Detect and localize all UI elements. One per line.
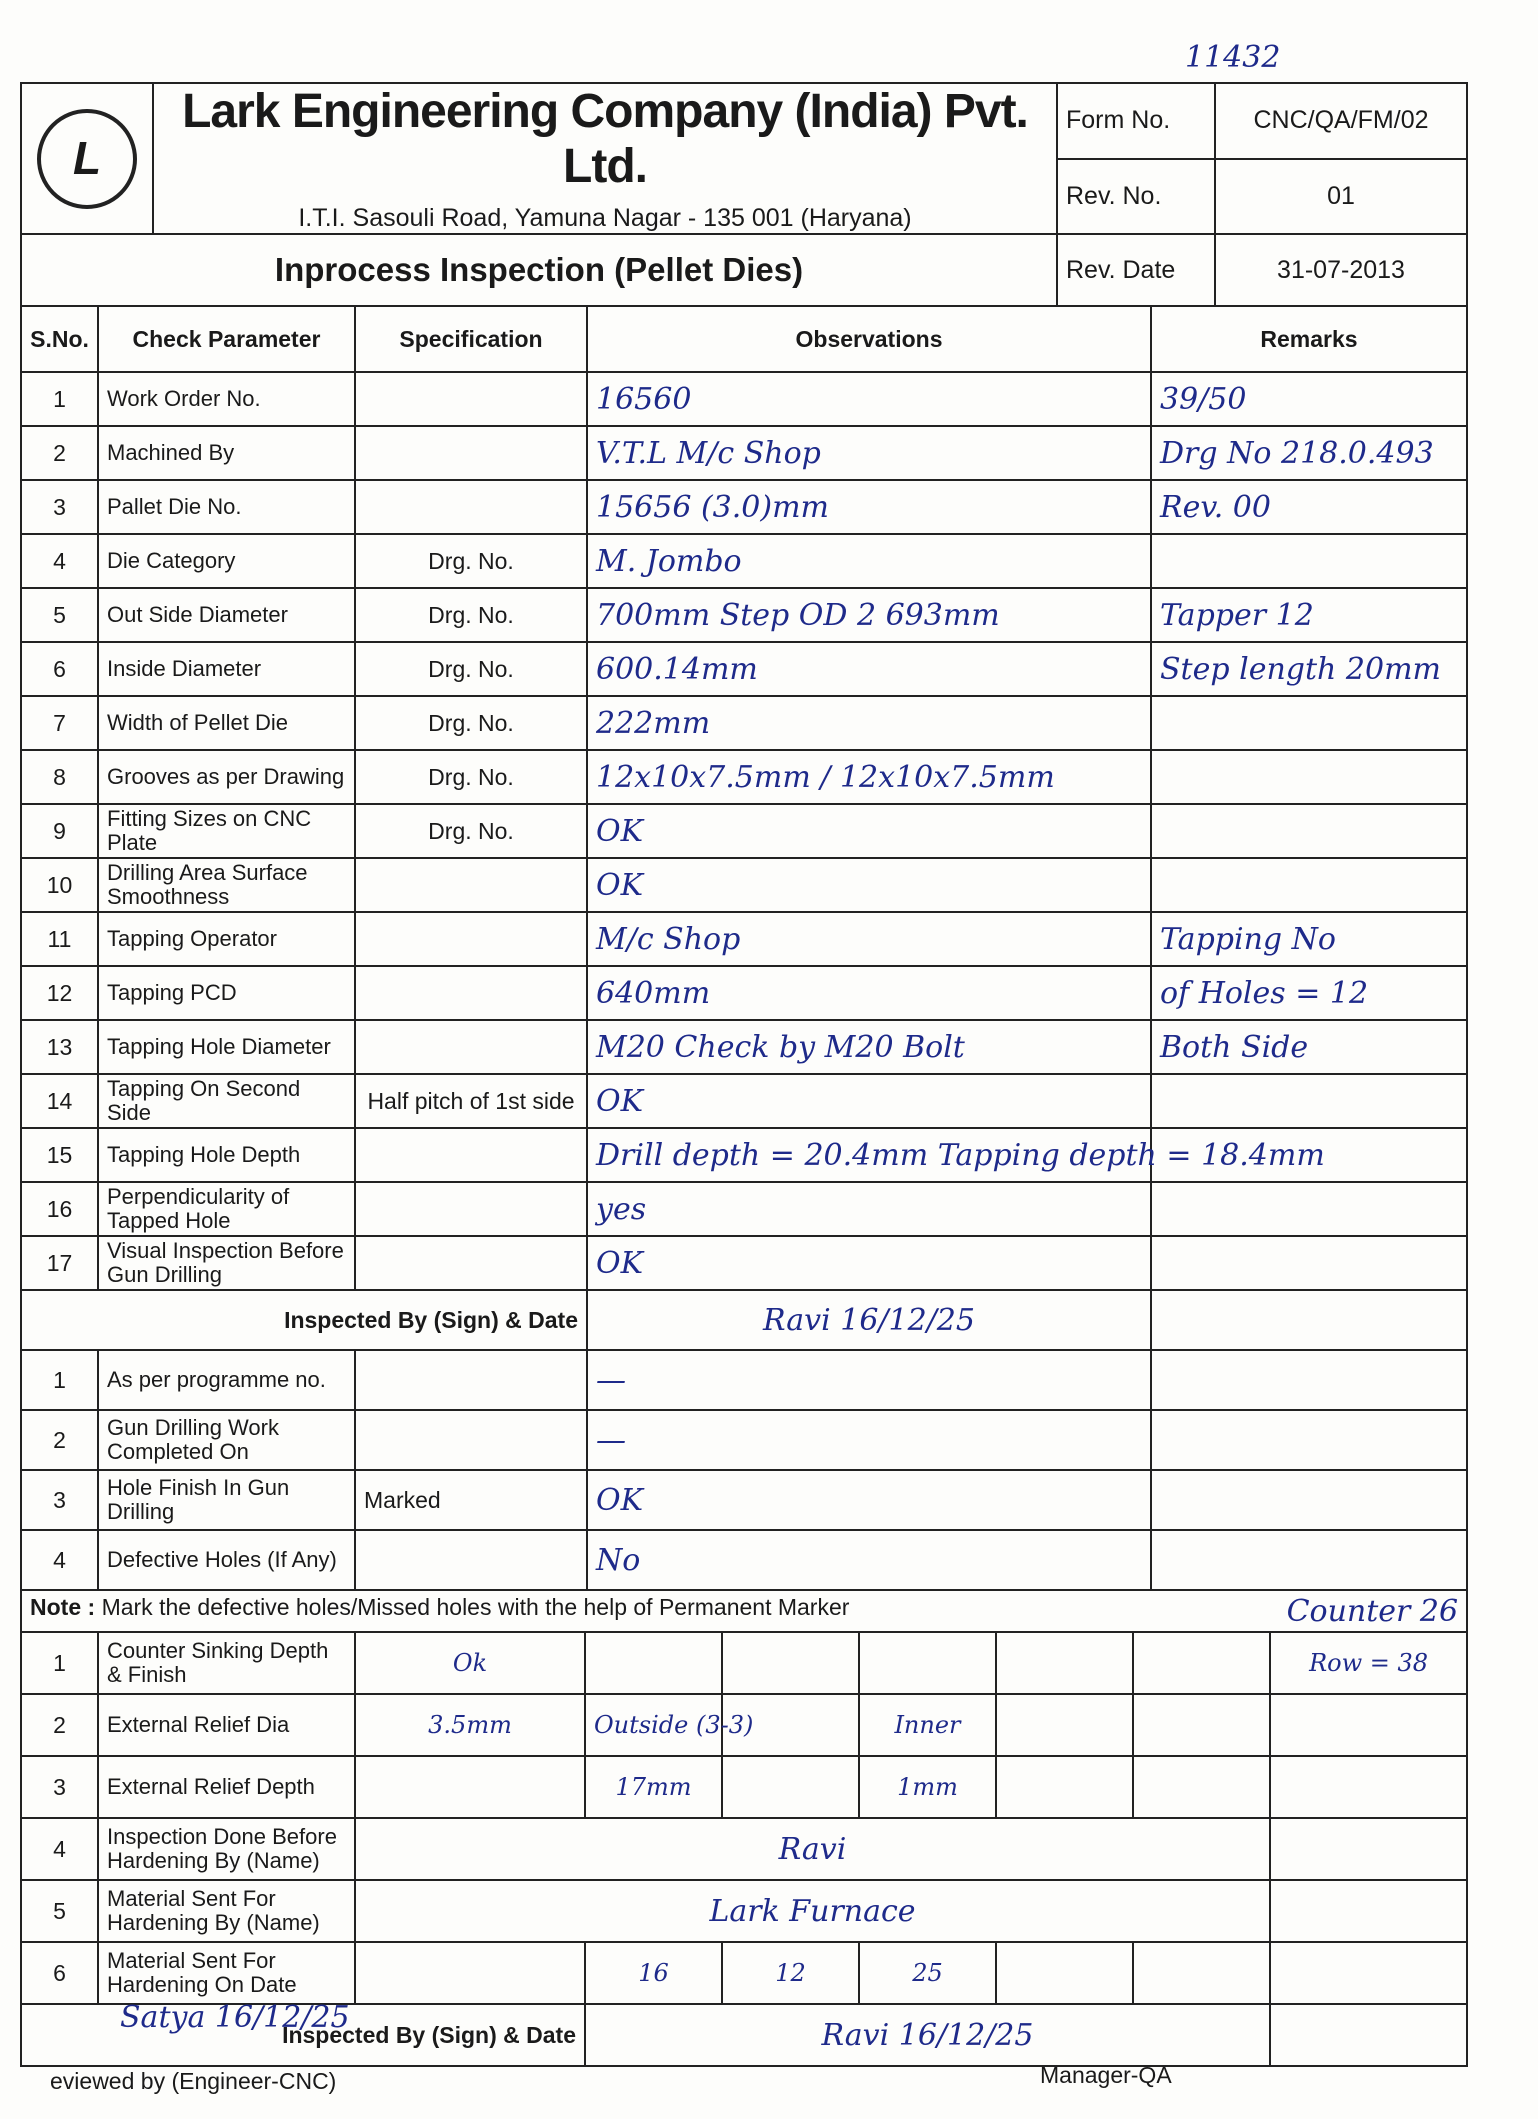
row-side-annotation: Row = 38 (1270, 1632, 1467, 1694)
row-specification (355, 1182, 587, 1236)
row-check-parameter: Inside Diameter (98, 642, 355, 696)
row-observation: 16560 (587, 372, 1151, 426)
form-no-label: Form No. (1057, 83, 1215, 159)
row-sno: 3 (21, 480, 98, 534)
row-sno: 9 (21, 804, 98, 858)
table-row (21, 1128, 1467, 1182)
row-value-cell (1133, 1942, 1270, 2004)
hardening-row (21, 1942, 1467, 2004)
rev-no-label: Rev. No. (1057, 159, 1215, 235)
reviewed-by-label: eviewed by (Engineer-CNC) (50, 2068, 337, 2094)
row-specification: Drg. No. (355, 588, 587, 642)
row-remarks (1151, 1074, 1467, 1128)
rev-date-label: Rev. Date (1057, 234, 1215, 306)
table-row (21, 1074, 1467, 1128)
row-check-parameter: As per programme no. (98, 1350, 355, 1410)
row-value-cell (1133, 1756, 1270, 1818)
row-remarks (1151, 1236, 1467, 1290)
hardening-row (21, 1756, 1467, 1818)
document-number: 11432 (1185, 40, 1281, 75)
row-sno: 3 (21, 1756, 98, 1818)
row-specification (355, 1236, 587, 1290)
inspected-by-signature: Ravi 16/12/25 (587, 1290, 1151, 1350)
table-row (21, 912, 1467, 966)
row-sno: 5 (21, 588, 98, 642)
row-value-cell (1270, 1942, 1467, 2004)
row-specification: Drg. No. (355, 750, 587, 804)
row-value-cell (1133, 1632, 1270, 1694)
row-sno: 11 (21, 912, 98, 966)
company-logo (21, 83, 153, 234)
row-check-parameter: Hole Finish In Gun Drilling (98, 1470, 355, 1530)
row-check-parameter: Defective Holes (If Any) (98, 1530, 355, 1590)
table-row (21, 588, 1467, 642)
row-value-cell (996, 1942, 1133, 2004)
table-row (21, 534, 1467, 588)
row-value-cell (1133, 1694, 1270, 1756)
row-specification: Half pitch of 1st side (355, 1074, 587, 1128)
row-check-parameter: Material Sent For Hardening On Date (98, 1942, 355, 2004)
row-value-cell: 25 (859, 1942, 996, 2004)
row-sno: 14 (21, 1074, 98, 1128)
row-observation: 600.14mm (587, 642, 1151, 696)
form-no-value: CNC/QA/FM/02 (1215, 83, 1467, 159)
row-sno: 17 (21, 1236, 98, 1290)
row-value-cell (996, 1632, 1133, 1694)
row-check-parameter: Out Side Diameter (98, 588, 355, 642)
note-text: Mark the defective holes/Missed holes with the help of Permanent Marker (101, 1593, 850, 1620)
row-sno: 6 (21, 1942, 98, 2004)
col-specification: Specification (355, 306, 587, 372)
row-value-cell (996, 1694, 1133, 1756)
row-value-cell (585, 1632, 722, 1694)
row-sno: 4 (21, 1818, 98, 1880)
row-sno: 1 (21, 1350, 98, 1410)
row-check-parameter: Tapping Hole Diameter (98, 1020, 355, 1074)
row-remarks (1151, 1470, 1467, 1530)
gun-drilling-row (21, 1410, 1467, 1470)
gun-drilling-row (21, 1350, 1467, 1410)
table-row (21, 804, 1467, 858)
row-remarks (1151, 750, 1467, 804)
row-check-parameter: Work Order No. (98, 372, 355, 426)
inspection-form (20, 82, 1466, 2053)
table-row (21, 372, 1467, 426)
row-check-parameter: Tapping Hole Depth (98, 1128, 355, 1182)
row-observation: 640mm (587, 966, 1151, 1020)
row-observation: 12x10x7.5mm / 12x10x7.5mm (587, 750, 1151, 804)
row-specification (355, 480, 587, 534)
row-remarks: Tapping No (1151, 912, 1467, 966)
row-remarks: Step length 20mm (1151, 642, 1467, 696)
row-observation: V.T.L M/c Shop (587, 426, 1151, 480)
row-observation: yes (587, 1182, 1151, 1236)
row-sno: 2 (21, 1694, 98, 1756)
col-remarks: Remarks (1151, 306, 1467, 372)
hardening-table (20, 1589, 1468, 2067)
row-specification (355, 372, 587, 426)
inspection-table (20, 305, 1468, 1591)
row-remarks (1151, 1350, 1467, 1410)
row-check-parameter: Material Sent For Hardening By (Name) (98, 1880, 355, 1942)
company-name: Lark Engineering Company (India) Pvt. Ltd. (182, 85, 1028, 193)
row-specification: Drg. No. (355, 804, 587, 858)
table-row (21, 966, 1467, 1020)
row-value-cell (355, 1756, 585, 1818)
col-observations: Observations (587, 306, 1151, 372)
row-specification: Drg. No. (355, 642, 587, 696)
row-value-cell: 17mm (585, 1756, 722, 1818)
table-row (21, 696, 1467, 750)
row-value-cell: 12 (722, 1942, 859, 2004)
row-check-parameter: Grooves as per Drawing (98, 750, 355, 804)
row-remarks: Tapper 12 (1151, 588, 1467, 642)
row-value-cell (996, 1756, 1133, 1818)
row-check-parameter: Fitting Sizes on CNC Plate (98, 804, 355, 858)
row-value-cell: 1mm (859, 1756, 996, 1818)
table-row (21, 858, 1467, 912)
row-sno: 16 (21, 1182, 98, 1236)
row-value-cell (859, 1632, 996, 1694)
row-observation: No (587, 1530, 1151, 1590)
row-value-cell: 16 (585, 1942, 722, 2004)
row-sno: 12 (21, 966, 98, 1020)
row-observation: Drill depth = 20.4mm Tapping depth = 18.4mm (587, 1128, 1151, 1182)
row-check-parameter: Counter Sinking Depth & Finish (98, 1632, 355, 1694)
table-row (21, 426, 1467, 480)
row-check-parameter: External Relief Depth (98, 1756, 355, 1818)
rev-no-value: 01 (1215, 159, 1467, 235)
row-sno: 8 (21, 750, 98, 804)
gun-drilling-row (21, 1470, 1467, 1530)
row-value-cell (722, 1756, 859, 1818)
row-check-parameter: Inspection Done Before Hardening By (Name) (98, 1818, 355, 1880)
col-check-parameter: Check Parameter (98, 306, 355, 372)
row-check-parameter: Visual Inspection Before Gun Drilling (98, 1236, 355, 1290)
row-observation: OK (587, 1236, 1151, 1290)
row-specification (355, 426, 587, 480)
row-observation: OK (587, 804, 1151, 858)
form-header (20, 82, 1468, 307)
hardening-row (21, 1818, 1467, 1880)
row-check-parameter: Drilling Area Surface Smoothness (98, 858, 355, 912)
row-sno: 4 (21, 1530, 98, 1590)
row-remarks: Both Side (1151, 1020, 1467, 1074)
row-value-cell: Ok (355, 1632, 585, 1694)
row-check-parameter: External Relief Dia (98, 1694, 355, 1756)
row-remarks (1151, 858, 1467, 912)
row-specification (355, 1020, 587, 1074)
table-row (21, 750, 1467, 804)
hardening-row (21, 1632, 1467, 1694)
row-observation: OK (587, 1470, 1151, 1530)
note-side-annotation: Counter 26 (1286, 1593, 1459, 1629)
row-specification (355, 912, 587, 966)
row-observation: — (587, 1350, 1151, 1410)
row-check-parameter: Perpendicularity of Tapped Hole (98, 1182, 355, 1236)
row-check-parameter: Gun Drilling Work Completed On (98, 1410, 355, 1470)
row-remarks (1151, 696, 1467, 750)
row-check-parameter: Machined By (98, 426, 355, 480)
table-row (21, 1020, 1467, 1074)
row-specification (355, 966, 587, 1020)
row-remarks: Drg No 218.0.493 (1151, 426, 1467, 480)
row-specification: Drg. No. (355, 534, 587, 588)
row-specification (355, 1410, 587, 1470)
row-observation: M20 Check by M20 Bolt (587, 1020, 1151, 1074)
row-value-cell (722, 1632, 859, 1694)
row-remarks (1151, 804, 1467, 858)
table-row (21, 480, 1467, 534)
row-merged-value: Lark Furnace (355, 1880, 1270, 1942)
manager-qa-label: Manager-QA (1040, 2062, 1172, 2088)
row-observation: M/c Shop (587, 912, 1151, 966)
row-check-parameter: Width of Pellet Die (98, 696, 355, 750)
row-value-cell: Outside (3-3) (585, 1694, 722, 1756)
row-specification (355, 858, 587, 912)
hardening-row (21, 1694, 1467, 1756)
row-remarks (1151, 1410, 1467, 1470)
row-specification: Drg. No. (355, 696, 587, 750)
row-observation: OK (587, 1074, 1151, 1128)
row-observation: 700mm Step OD 2 693mm (587, 588, 1151, 642)
table-row (21, 1182, 1467, 1236)
row-value-cell (355, 1942, 585, 2004)
row-sno: 1 (21, 1632, 98, 1694)
row-observation: 15656 (3.0)mm (587, 480, 1151, 534)
row-side (1270, 1818, 1467, 1880)
row-specification (355, 1128, 587, 1182)
row-remarks (1151, 1182, 1467, 1236)
gun-drilling-row (21, 1530, 1467, 1590)
row-check-parameter: Tapping Operator (98, 912, 355, 966)
row-specification (355, 1530, 587, 1590)
row-sno: 7 (21, 696, 98, 750)
table-row (21, 1236, 1467, 1290)
row-check-parameter: Die Category (98, 534, 355, 588)
row-observation: 222mm (587, 696, 1151, 750)
row-merged-value: Ravi (355, 1818, 1270, 1880)
row-value-cell: Inner (859, 1694, 996, 1756)
row-specification (355, 1350, 587, 1410)
row-check-parameter: Tapping On Second Side (98, 1074, 355, 1128)
row-value-cell: 3.5mm (355, 1694, 585, 1756)
note-label: Note : (30, 1593, 96, 1620)
row-observation: — (587, 1410, 1151, 1470)
row-remarks: 39/50 (1151, 372, 1467, 426)
row-remarks: Rev. 00 (1151, 480, 1467, 534)
company-address: I.T.I. Sasouli Road, Yamuna Nagar - 135 001 (Haryana) (298, 204, 912, 232)
row-sno: 5 (21, 1880, 98, 1942)
row-sno: 2 (21, 1410, 98, 1470)
table-row (21, 642, 1467, 696)
row-remarks (1151, 534, 1467, 588)
form-title: Inprocess Inspection (Pellet Dies) (21, 234, 1057, 306)
row-remarks (1151, 1530, 1467, 1590)
row-specification: Marked (355, 1470, 587, 1530)
inspected-by-label: Inspected By (Sign) & Date (21, 1290, 587, 1350)
row-remarks: of Holes = 12 (1151, 966, 1467, 1020)
row-sno: 13 (21, 1020, 98, 1074)
row-sno: 15 (21, 1128, 98, 1182)
row-check-parameter: Tapping PCD (98, 966, 355, 1020)
row-check-parameter: Pallet Die No. (98, 480, 355, 534)
inspected-by-label-2: Inspected By (Sign) & Date (21, 2004, 585, 2066)
row-sno: 1 (21, 372, 98, 426)
row-side (1270, 1880, 1467, 1942)
row-sno: 4 (21, 534, 98, 588)
row-observation: OK (587, 858, 1151, 912)
row-sno: 6 (21, 642, 98, 696)
inspected-by-signature-2: Ravi 16/12/25 (585, 2004, 1270, 2066)
row-value-cell (1270, 1756, 1467, 1818)
row-sno: 10 (21, 858, 98, 912)
row-value-cell (1270, 1694, 1467, 1756)
row-sno: 2 (21, 426, 98, 480)
reviewer-signature: Satya 16/12/25 (120, 2000, 350, 2035)
row-observation: M. Jombo (587, 534, 1151, 588)
lt-logo-icon: L (37, 109, 137, 209)
col-sno: S.No. (21, 306, 98, 372)
hardening-row (21, 1880, 1467, 1942)
row-sno: 3 (21, 1470, 98, 1530)
rev-date-value: 31-07-2013 (1215, 234, 1467, 306)
